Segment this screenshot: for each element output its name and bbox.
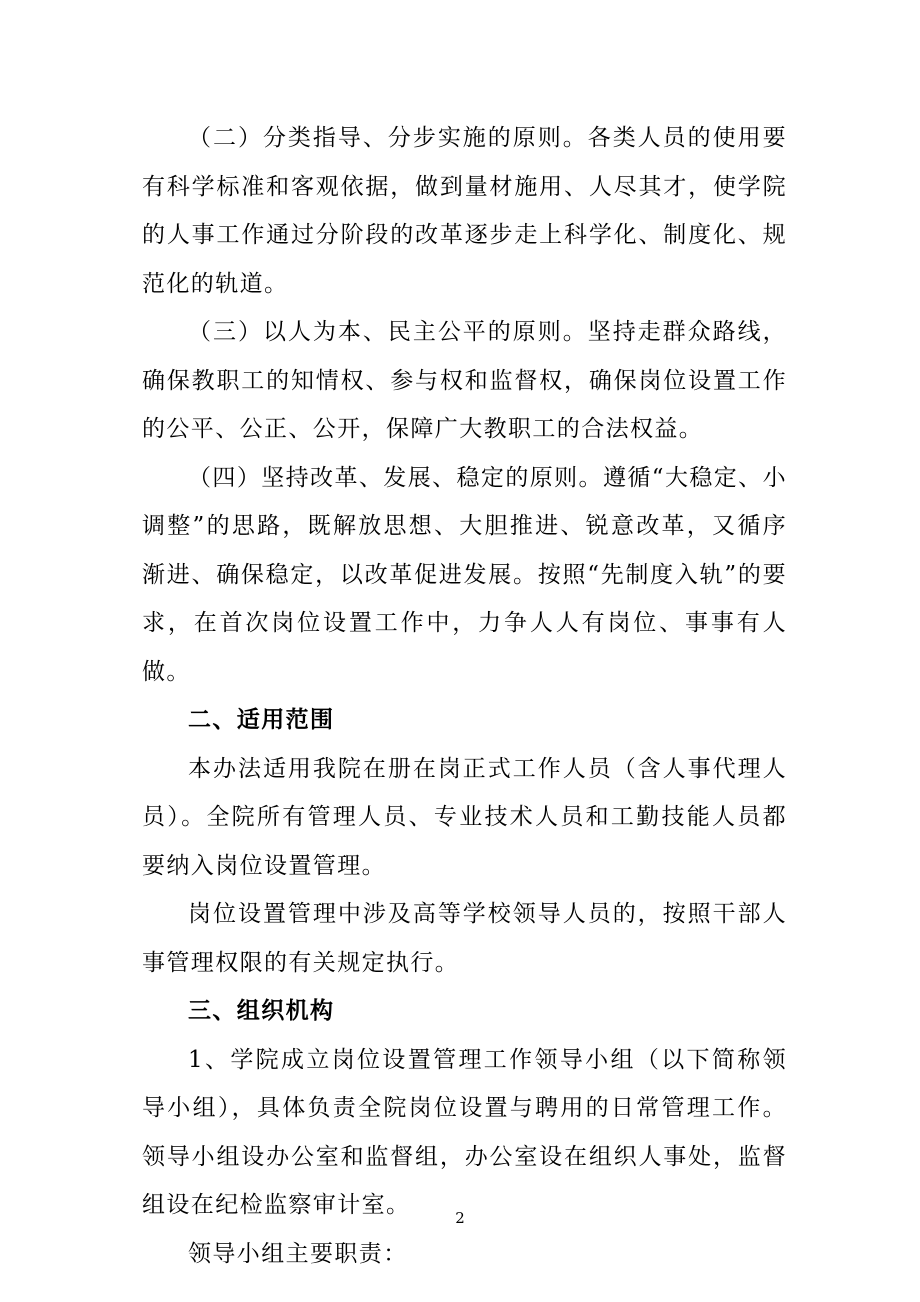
paragraph-principle-4: （四）坚持改革、发展、稳定的原则。遵循“大稳定、小调整”的思路，既解放思想、大胆推进、锐意改革，又循序渐进、确保稳定，以改革促进发展。按照“先制度入轨”的要求，在首次岗位设置工作中，力争人人有岗位、事事有人做。 xyxy=(142,464,787,685)
paragraph-principle-3: （三）以人为本、民主公平的原则。坚持走群众路线，确保教职工的知情权、参与权和监督权，确保岗位设置工作的公平、公正、公开，保障广大教职工的合法权益。 xyxy=(142,319,787,442)
page-number: 2 xyxy=(455,1209,465,1227)
paragraph-scope-1: 本办法适用我院在册在岗正式工作人员（含人事代理人员）。全院所有管理人员、专业技术人员和工勤技能人员都要纳入岗位设置管理。 xyxy=(142,755,787,879)
paragraph-scope-2: 岗位设置管理中涉及高等学校领导人员的，按照干部人事管理权限的有关规定执行。 xyxy=(142,901,787,976)
document-body xyxy=(142,114,787,1278)
paragraph-principle-2: （二）分类指导、分步实施的原则。各类人员的使用要有科学标准和客观依据，做到量材施用、人尽其才，使学院的人事工作通过分阶段的改革逐步走上科学化、制度化、规范化的轨道。 xyxy=(142,125,787,297)
paragraph-leadership-duties: 领导小组主要职责： xyxy=(188,1240,408,1267)
paragraph-organization-1: 1、学院成立岗位设置管理工作领导小组（以下简称领导小组），具体负责全院岗位设置与聘用的日常管理工作。领导小组设办公室和监督组，办公室设在组织人事处，监督组设在纪检监察审计室。 xyxy=(142,1046,787,1218)
section-heading-scope: 二、适用范围 xyxy=(188,706,335,733)
section-heading-organization: 三、组织机构 xyxy=(188,997,335,1024)
